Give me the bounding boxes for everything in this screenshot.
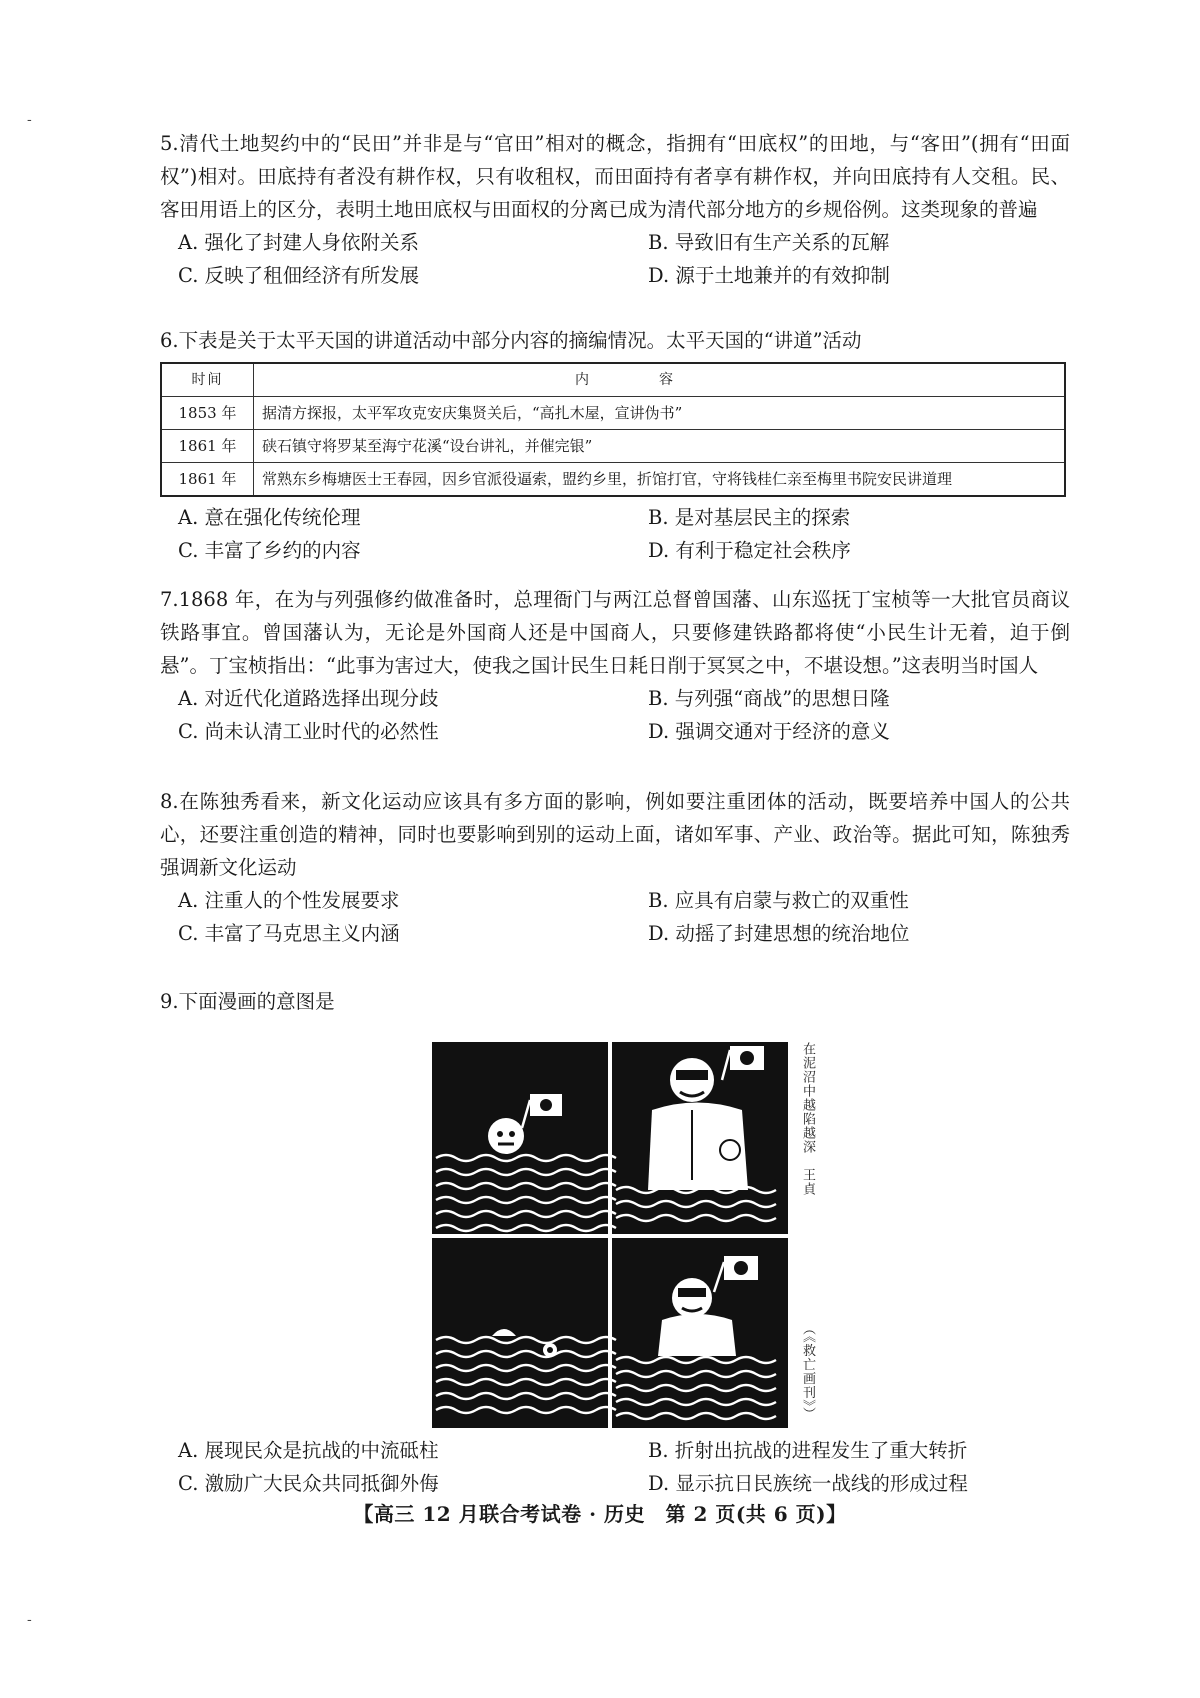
question-number: 9. [160,990,179,1013]
option-d[interactable]: D. 有利于稳定社会秩序 [648,539,851,562]
options [160,226,1070,292]
option-c[interactable]: C. 尚未认清工业时代的必然性 [178,720,439,743]
question-number: 6. [160,329,179,352]
option-a[interactable]: A. 对近代化道路选择出现分歧 [178,687,439,710]
options [160,682,1070,748]
table-row [161,463,1065,497]
question-stem [160,324,1070,357]
option-c[interactable]: C. 反映了租佃经济有所发展 [178,264,420,287]
question-5 [160,127,1070,292]
option-b[interactable]: B. 是对基层民主的探索 [648,506,851,529]
question-9 [160,985,1070,1018]
table-header-content: 内容 [254,363,1066,397]
cartoon-side-caption: 在泥沼中越陷越深 王貞 [800,1042,815,1196]
page-footer: 【高三 12 月联合考试卷 · 历史 第 2 页(共 6 页)】 [353,1502,847,1526]
question-number: 5. [160,132,179,155]
question-number: 8. [160,790,179,813]
cartoon-drawing [430,1040,790,1430]
option-b[interactable]: B. 应具有启蒙与救亡的双重性 [648,889,909,912]
question-text: 1868 年，在为与列强修约做准备时，总理衙门与两江总督曾国藩、山东巡抚丁宝桢等一大批官员商议铁路事宜。曾国藩认为，无论是外国商人还是中国商人，只要修建铁路都将使“小民生计无着，迫于倒悬”。丁宝桢指出：“此事为害过大，使我之国计民生日耗日削于冥冥之中，不堪设想。”这表明当时国人 [160,588,1070,677]
question-6 [160,324,1070,567]
question-text: 下表是关于太平天国的讲道活动中部分内容的摘编情况。太平天国的“讲道”活动 [178,329,862,352]
option-b[interactable]: B. 折射出抗战的进程发生了重大转折 [648,1439,968,1462]
table-header-row [161,363,1065,397]
table-cell-content: 据清方探报，太平军攻克安庆集贤关后，“高扎木屋，宣讲伪书” [254,397,1066,430]
cartoon-image [430,1040,790,1430]
option-d[interactable]: D. 强调交通对于经济的意义 [648,720,890,743]
table-header-time: 时间 [161,363,254,397]
question-text: 在陈独秀看来，新文化运动应该具有多方面的影响，例如要注重团体的活动，既要培养中国人的公共心，还要注重创造的精神，同时也要影响到别的运动上面，诸如军事、产业、政治等。据此可知，陈独秀强调新文化运动 [160,790,1070,879]
question-text: 清代土地契约中的“民田”并非是与“官田”相对的概念，指拥有“田底权”的田地，与“客田”(拥有“田面权”)相对。田底持有者没有耕作权，只有收租权，而田面持有者享有耕作权，并向田底持有人交租。民、客田用语上的区分，表明土地田底权与田面权的分离已成为清代部分地方的乡规俗例。这类现象的普遍 [160,132,1070,221]
question-stem [160,785,1070,884]
option-d[interactable]: D. 源于土地兼并的有效抑制 [648,264,890,287]
table-cell-year: 1853 年 [161,397,254,430]
question-7 [160,583,1070,748]
margin-mark-top: - [27,112,32,128]
question-8 [160,785,1070,950]
table-row [161,430,1065,463]
table-cell-year: 1861 年 [161,430,254,463]
option-c[interactable]: C. 丰富了乡约的内容 [178,539,361,562]
cartoon-credit: （《救亡画刊》） [800,1322,815,1421]
options [160,1434,1070,1500]
options [160,501,1070,567]
option-d[interactable]: D. 动摇了封建思想的统治地位 [648,922,910,945]
option-d[interactable]: D. 显示抗日民族统一战线的形成过程 [648,1472,968,1495]
table-row [161,397,1065,430]
table-cell-year: 1861 年 [161,463,254,497]
option-a[interactable]: A. 展现民众是抗战的中流砥柱 [178,1439,439,1462]
question-stem [160,985,1070,1018]
source-table [160,362,1066,497]
question-number: 7. [160,588,179,611]
option-a[interactable]: A. 意在强化传统伦理 [178,506,361,529]
table-cell-content: 常熟东乡梅塘医士王春园，因乡官派役逼索，盟约乡里，折馆打官，守将钱桂仁亲至梅里书院安民讲道理 [254,463,1066,497]
table-cell-content: 硖石镇守将罗某至海宁花溪“设台讲礼，并催完银” [254,430,1066,463]
margin-mark-bottom: - [27,1612,32,1628]
option-b[interactable]: B. 与列强“商战”的思想日隆 [648,687,890,710]
question-text: 下面漫画的意图是 [178,990,335,1013]
option-b[interactable]: B. 导致旧有生产关系的瓦解 [648,231,890,254]
option-a[interactable]: A. 强化了封建人身依附关系 [178,231,419,254]
option-a[interactable]: A. 注重人的个性发展要求 [178,889,400,912]
question-stem [160,583,1070,682]
option-c[interactable]: C. 激励广大民众共同抵御外侮 [178,1472,439,1495]
option-c[interactable]: C. 丰富了马克思主义内涵 [178,922,400,945]
options [160,884,1070,950]
question-stem [160,127,1070,226]
